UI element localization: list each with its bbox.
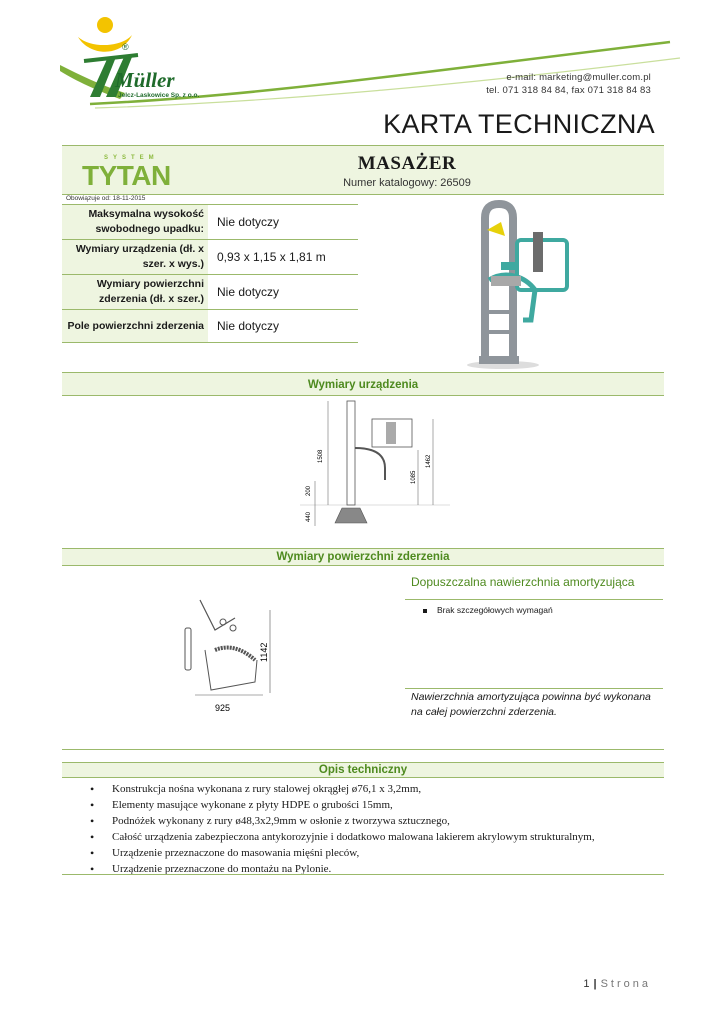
surface-section-bar bbox=[62, 548, 664, 566]
dim-label-200: 200 bbox=[306, 485, 312, 496]
description-item: • Podnóżek wykonany z rury ø48,3x2,9mm w osłonie z tworzywa sztucznego, bbox=[90, 813, 670, 829]
description-title: Opis techniczny bbox=[318, 764, 408, 776]
section-divider bbox=[62, 749, 664, 750]
product-image bbox=[455, 200, 570, 370]
surface-requirements-heading: Dopuszczalna nawierzchnia amortyzująca bbox=[411, 575, 635, 589]
product-name: MASAŻER bbox=[357, 153, 457, 174]
tytan-system-label: SYSTEM bbox=[104, 155, 159, 161]
surface-divider-top bbox=[405, 599, 663, 600]
contact-phone: tel. 071 318 84 84, fax 071 318 84 83 bbox=[486, 85, 651, 96]
description-item: • Konstrukcja nośna wykonana z rury stalowej okrągłej ø76,1 x 3,2mm, bbox=[90, 781, 670, 797]
spec-value: 0,93 x 1,15 x 1,81 m bbox=[208, 240, 358, 275]
tytan-logo: TYTAN bbox=[82, 160, 171, 191]
dim-label-1508: 1508 bbox=[318, 449, 324, 463]
spec-row bbox=[62, 240, 358, 275]
spec-label: Wymiary urządzenia (dł. x szer. x wys.) bbox=[62, 240, 208, 275]
dimensions-section-bar bbox=[62, 372, 664, 396]
spec-label: Pole powierzchni zderzenia bbox=[62, 310, 208, 343]
logo-brand: Müller bbox=[115, 68, 175, 92]
dim-label-925: 925 bbox=[215, 703, 231, 713]
description-list bbox=[90, 781, 670, 877]
contact-info bbox=[486, 71, 651, 97]
spec-label: Maksymalna wysokość swobodnego upadku: bbox=[62, 205, 208, 240]
surface-divider-bottom bbox=[405, 688, 663, 689]
page-footer bbox=[583, 978, 651, 990]
surface-note: Nawierzchnia amortyzująca powinna być wykonana na całej powierzchni zderzenia. bbox=[411, 691, 651, 718]
dim-label-1462: 1462 bbox=[426, 454, 432, 468]
surface-bullet bbox=[423, 605, 553, 615]
description-bottom-line bbox=[62, 874, 664, 875]
description-section-bar bbox=[62, 762, 664, 778]
spec-row bbox=[62, 310, 358, 343]
product-header bbox=[62, 145, 664, 195]
spec-row bbox=[62, 275, 358, 310]
bullet-square-icon bbox=[423, 609, 427, 613]
spec-value: Nie dotyczy bbox=[208, 310, 358, 343]
contact-email[interactable]: e-mail: marketing@muller.com.pl bbox=[506, 72, 651, 83]
dim-label-440: 440 bbox=[306, 511, 312, 522]
footer-separator: | bbox=[593, 978, 597, 990]
surface-title: Wymiary powierzchni zderzenia bbox=[276, 551, 450, 563]
spec-value: Nie dotyczy bbox=[208, 275, 358, 310]
surface-bullet-text: Brak szczegółowych wymagań bbox=[437, 605, 553, 615]
dim-label-1085: 1085 bbox=[411, 470, 417, 484]
description-item: • Elementy masujące wykonane z płyty HDPE o grubości 15mm, bbox=[90, 797, 670, 813]
description-item: • Urządzenie przeznaczone do montażu na Pylonie. bbox=[90, 861, 670, 877]
description-item: • Całość urządzenia zabezpieczona antykorozyjnie i dodatkowo malowana lakierem akrylowym strukturalnym, bbox=[90, 829, 670, 845]
dimensions-title: Wymiary urządzenia bbox=[307, 379, 419, 391]
document-title: KARTA TECHNICZNA bbox=[383, 109, 655, 139]
description-item: • Urządzenie przeznaczone do masowania mięśni pleców, bbox=[90, 845, 670, 861]
catalog-number: Numer katalogowy: 26509 bbox=[343, 177, 471, 189]
valid-from-date: Obowiązuje od: 18-11-2015 bbox=[66, 195, 146, 202]
spec-value: Nie dotyczy bbox=[208, 205, 358, 240]
spec-row bbox=[62, 205, 358, 240]
registered-mark: ® bbox=[122, 42, 129, 52]
page-number: 1 bbox=[583, 978, 590, 990]
page-label: Strona bbox=[600, 978, 651, 990]
surface-drawing bbox=[175, 590, 285, 715]
spec-table bbox=[62, 204, 358, 343]
dim-label-1142: 1142 bbox=[259, 642, 269, 662]
dimensions-drawing bbox=[300, 398, 450, 541]
logo-subtitle: Jelcz-Laskowice Sp. z o.o. bbox=[118, 92, 200, 99]
spec-label: Wymiary powierzchni zderzenia (dł. x szer.) bbox=[62, 275, 208, 310]
